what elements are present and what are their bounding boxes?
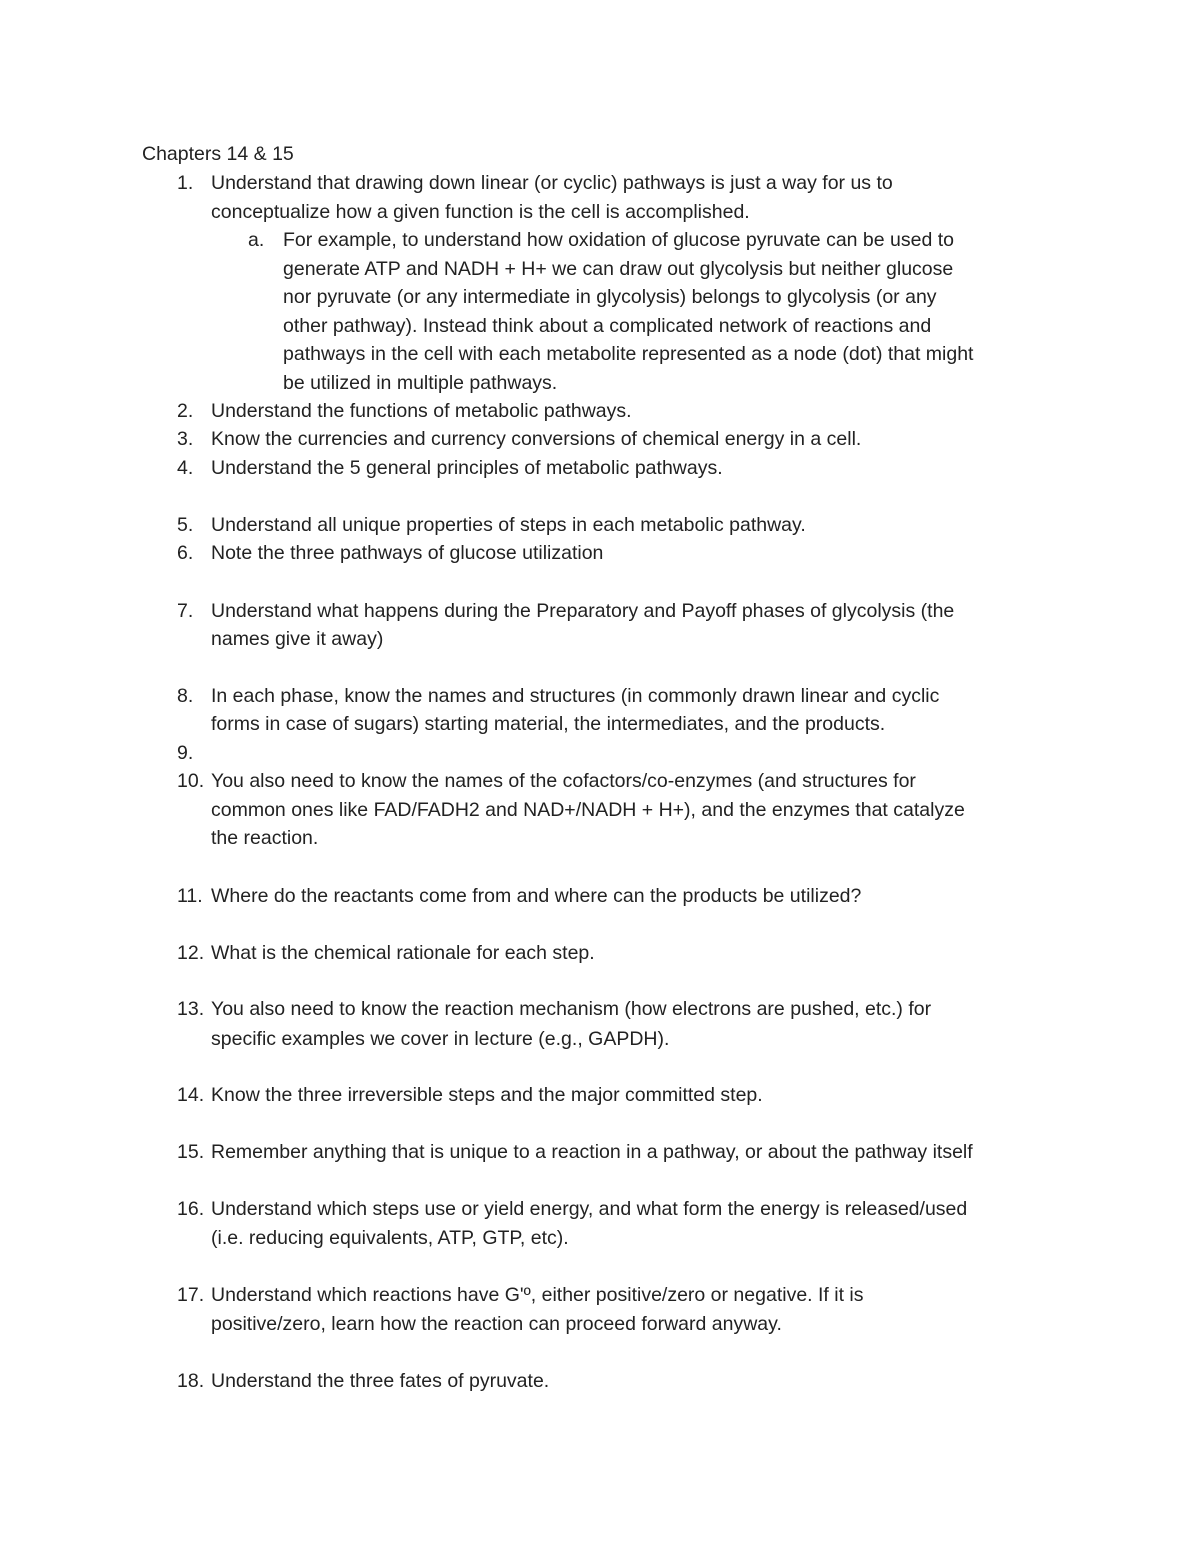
list-number: 4. — [177, 457, 194, 479]
sublist-item-text: nor pyruvate (or any intermediate in glycolysis) belongs to glycolysis (or any — [283, 286, 937, 308]
list-item-text: Understand the three fates of pyruvate. — [211, 1370, 550, 1392]
list-number: 9. — [177, 742, 194, 764]
list-number: 3. — [177, 428, 194, 450]
list-number: 14. — [177, 1084, 205, 1106]
list-number: 7. — [177, 600, 194, 622]
list-item-text: (i.e. reducing equivalents, ATP, GTP, etc). — [211, 1227, 569, 1249]
list-number: 12. — [177, 942, 205, 964]
list-number: 18. — [177, 1370, 205, 1392]
list-item-text: Understand what happens during the Preparatory and Payoff phases of glycolysis (the — [211, 600, 955, 622]
list-item-text: the reaction. — [211, 827, 319, 849]
list-item-text: You also need to know the reaction mechanism (how electrons are pushed, etc.) for — [211, 998, 932, 1020]
sublist-item-text: other pathway). Instead think about a complicated network of reactions and — [283, 315, 932, 337]
list-item-text: Understand which steps use or yield energy, and what form the energy is released/used — [211, 1198, 968, 1220]
list-item-text: Know the currencies and currency conversions of chemical energy in a cell. — [211, 428, 862, 450]
list-number: 17. — [177, 1284, 205, 1306]
list-number: 11. — [177, 885, 203, 907]
sublist-item-text: generate ATP and NADH + H+ we can draw out glycolysis but neither glucose — [283, 258, 954, 280]
list-number: 13. — [177, 998, 205, 1020]
list-item-text: Understand the 5 general principles of metabolic pathways. — [211, 457, 723, 479]
list-number: 2. — [177, 400, 194, 422]
list-item-text: common ones like FAD/FADH2 and NAD+/NADH + H+), and the enzymes that catalyze — [211, 799, 965, 821]
list-item-text: Understand which reactions have G'º, either positive/zero or negative. If it is — [211, 1284, 864, 1306]
sublist-item-text: be utilized in multiple pathways. — [283, 372, 558, 394]
sublist-marker: a. — [248, 229, 265, 251]
list-item-text: Understand the functions of metabolic pathways. — [211, 400, 632, 422]
list-item-text: forms in case of sugars) starting material, the intermediates, and the products. — [211, 713, 886, 735]
list-number: 16. — [177, 1198, 205, 1220]
list-item-text: specific examples we cover in lecture (e.g., GAPDH). — [211, 1028, 670, 1050]
list-item-text: names give it away) — [211, 628, 384, 650]
list-number: 1. — [177, 172, 194, 194]
list-item-text: In each phase, know the names and structures (in commonly drawn linear and cyclic — [211, 685, 940, 707]
list-number: 5. — [177, 514, 194, 536]
list-item-text: positive/zero, learn how the reaction can proceed forward anyway. — [211, 1313, 782, 1335]
list-item-text: Understand that drawing down linear (or cyclic) pathways is just a way for us to — [211, 172, 893, 194]
list-number: 10. — [177, 770, 205, 792]
list-item-text: Know the three irreversible steps and the major committed step. — [211, 1084, 763, 1106]
list-item-text: conceptualize how a given function is the cell is accomplished. — [211, 201, 750, 223]
document-title: Chapters 14 & 15 — [142, 143, 294, 165]
list-item-text: Note the three pathways of glucose utilization — [211, 542, 604, 564]
sublist-item-text: For example, to understand how oxidation of glucose pyruvate can be used to — [283, 229, 954, 251]
list-item-text: Understand all unique properties of steps in each metabolic pathway. — [211, 514, 806, 536]
list-number: 8. — [177, 685, 194, 707]
list-item-text: Where do the reactants come from and where can the products be utilized? — [211, 885, 862, 907]
sublist-item-text: pathways in the cell with each metabolite represented as a node (dot) that might — [283, 343, 974, 365]
list-item-text: You also need to know the names of the cofactors/co-enzymes (and structures for — [211, 770, 916, 792]
list-item-text: Remember anything that is unique to a reaction in a pathway, or about the pathway itself — [211, 1141, 973, 1163]
list-number: 15. — [177, 1141, 205, 1163]
list-item-text: What is the chemical rationale for each step. — [211, 942, 595, 964]
list-number: 6. — [177, 542, 194, 564]
